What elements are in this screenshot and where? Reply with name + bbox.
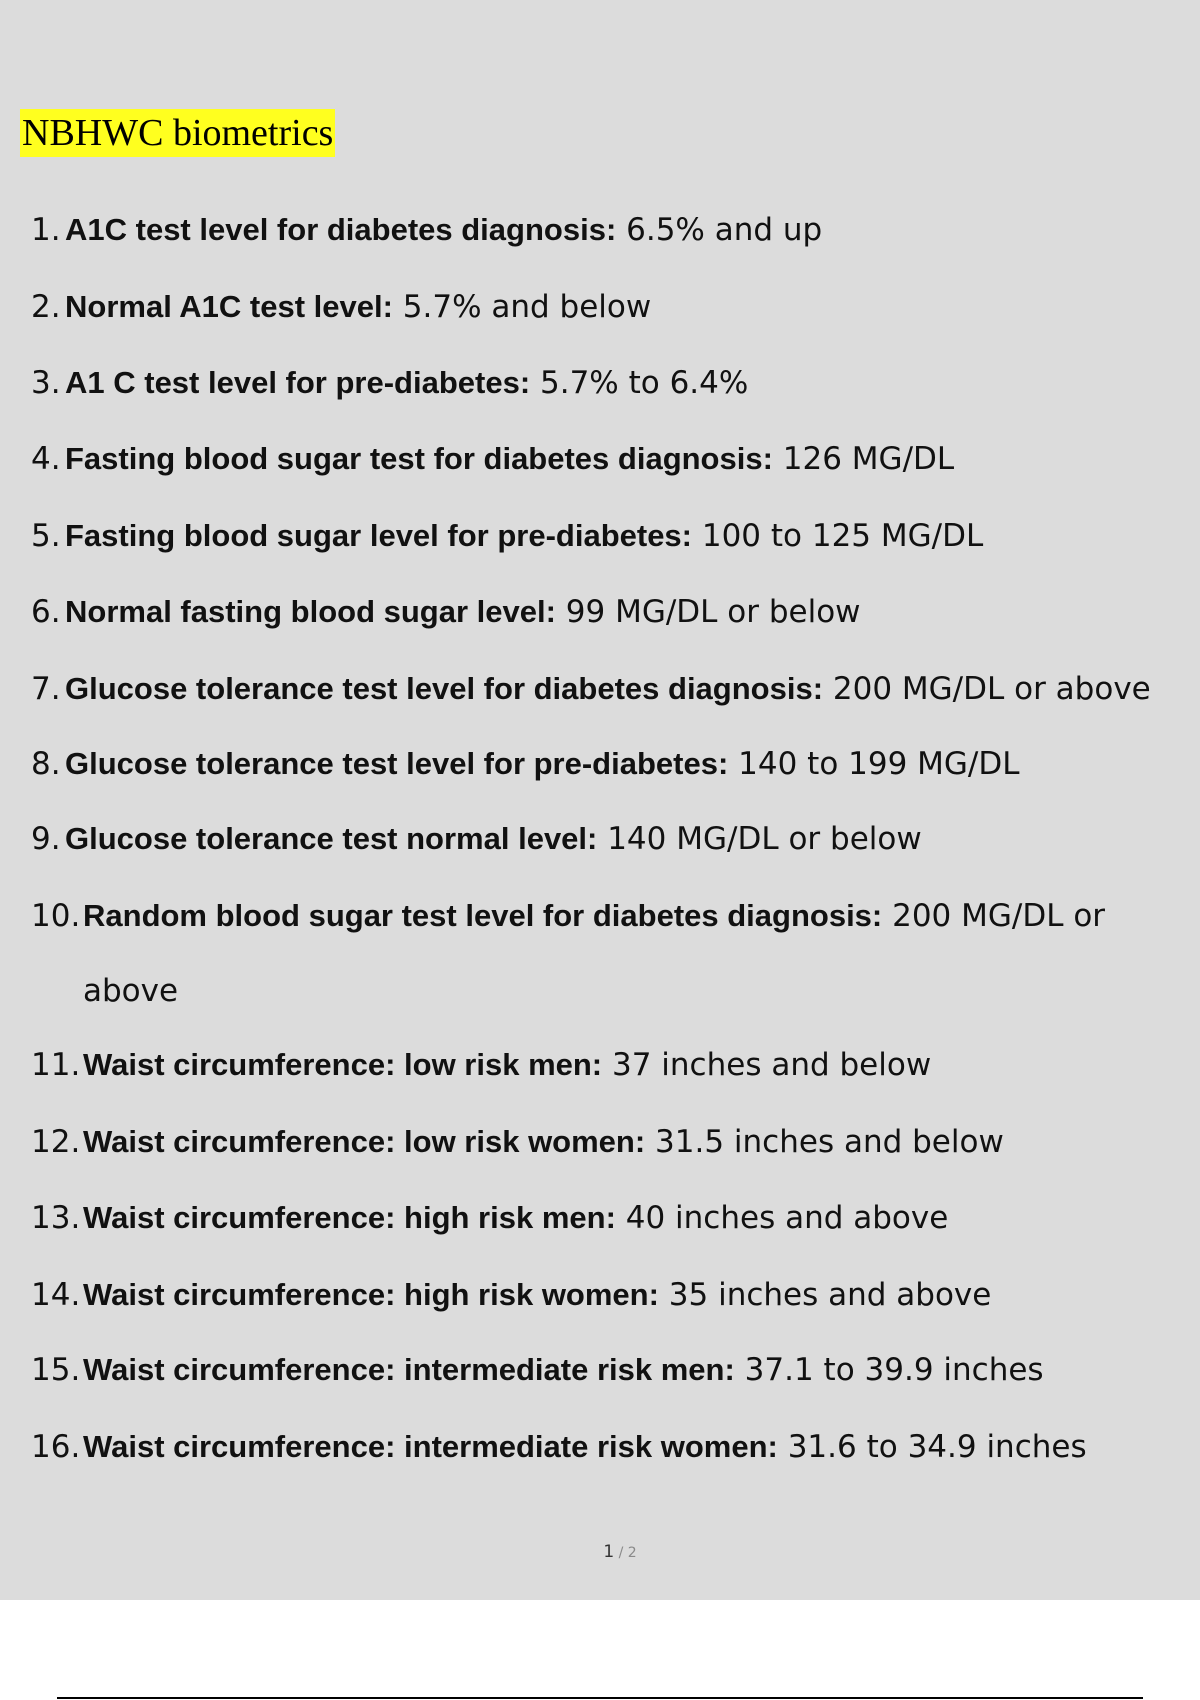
- list-item: [31, 439, 1200, 479]
- list-item: [31, 592, 1200, 632]
- item-label: Waist circumference: intermediate risk women:: [83, 1429, 778, 1464]
- item-value: 6.5% and up: [616, 212, 823, 248]
- page-current: 1: [603, 1542, 615, 1562]
- item-number: 13.: [31, 1200, 81, 1236]
- list-item: [31, 1122, 1200, 1162]
- item-value: 200 MG/DL or: [882, 898, 1106, 934]
- item-label: Fasting blood sugar test for diabetes diagnosis:: [65, 441, 773, 476]
- item-number: 14.: [31, 1277, 81, 1313]
- item-number: 1.: [31, 212, 61, 248]
- item-value: 5.7% and below: [392, 289, 652, 325]
- list-item: [31, 819, 1200, 859]
- item-number: 2.: [31, 289, 61, 325]
- item-label: Waist circumference: high risk women:: [83, 1277, 659, 1312]
- item-number: 12.: [31, 1124, 81, 1160]
- item-label: Random blood sugar test level for diabetes diagnosis:: [83, 898, 883, 933]
- item-label: Glucose tolerance test level for diabetes diagnosis:: [65, 671, 824, 706]
- item-value: 140 to 199 MG/DL: [728, 746, 1020, 782]
- list-item: [31, 669, 1200, 709]
- item-value: 31.5 inches and below: [645, 1124, 1004, 1160]
- item-number: 7.: [31, 671, 61, 707]
- item-number: 9.: [31, 821, 61, 857]
- list-item: [31, 1045, 1200, 1085]
- item-value: 100 to 125 MG/DL: [692, 518, 984, 554]
- item-label: A1C test level for diabetes diagnosis:: [65, 212, 617, 247]
- list-item: [31, 287, 1200, 327]
- item-value: 37.1 to 39.9 inches: [734, 1352, 1044, 1388]
- item-number: 10.: [31, 898, 81, 934]
- item-number: 4.: [31, 441, 61, 477]
- item-number: 6.: [31, 594, 61, 630]
- list-item: [31, 210, 1200, 250]
- list-item: [31, 516, 1200, 556]
- item-number: 5.: [31, 518, 61, 554]
- item-label: A1 C test level for pre-diabetes:: [65, 365, 531, 400]
- item-value: 40 inches and above: [615, 1200, 949, 1236]
- item-value: 140 MG/DL or below: [597, 821, 922, 857]
- page-indicator: [0, 1542, 1200, 1562]
- list-item: [31, 1198, 1200, 1238]
- item-number: 8.: [31, 746, 61, 782]
- item-value: 200 MG/DL or above: [823, 671, 1151, 707]
- item-label: Normal fasting blood sugar level:: [65, 594, 556, 629]
- item-value: 31.6 to 34.9 inches: [777, 1429, 1087, 1465]
- item-value: 5.7% to 6.4%: [530, 365, 749, 401]
- list-item: [31, 363, 1200, 403]
- item-number: 16.: [31, 1429, 81, 1465]
- item-number: 11.: [31, 1047, 81, 1083]
- item-value: 126 MG/DL: [772, 441, 955, 477]
- list-item: [31, 1275, 1200, 1315]
- item-label: Waist circumference: intermediate risk men:: [83, 1352, 735, 1387]
- item-label: Normal A1C test level:: [65, 289, 393, 324]
- item-label: Fasting blood sugar level for pre-diabetes:: [65, 518, 692, 553]
- item-label: Glucose tolerance test level for pre-diabetes:: [65, 746, 729, 781]
- item-label: Waist circumference: low risk men:: [83, 1047, 603, 1082]
- item-number: 3.: [31, 365, 61, 401]
- item-value: 99 MG/DL or below: [555, 594, 861, 630]
- list-item: [31, 896, 1200, 936]
- document-title: NBHWC biometrics: [20, 109, 335, 157]
- item-number: 15.: [31, 1352, 81, 1388]
- list-item: [31, 1350, 1200, 1390]
- next-page-top-rule: [57, 1697, 1143, 1699]
- item-value: 35 inches and above: [658, 1277, 992, 1313]
- item-label: Waist circumference: low risk women:: [83, 1124, 646, 1159]
- list-item: [31, 744, 1200, 784]
- list-item: [31, 1427, 1200, 1467]
- item-label: Waist circumference: high risk men:: [83, 1200, 616, 1235]
- item-value-continuation: above: [83, 973, 179, 1009]
- item-label: Glucose tolerance test normal level:: [65, 821, 598, 856]
- item-value: 37 inches and below: [602, 1047, 932, 1083]
- page-total: / 2: [614, 1545, 637, 1561]
